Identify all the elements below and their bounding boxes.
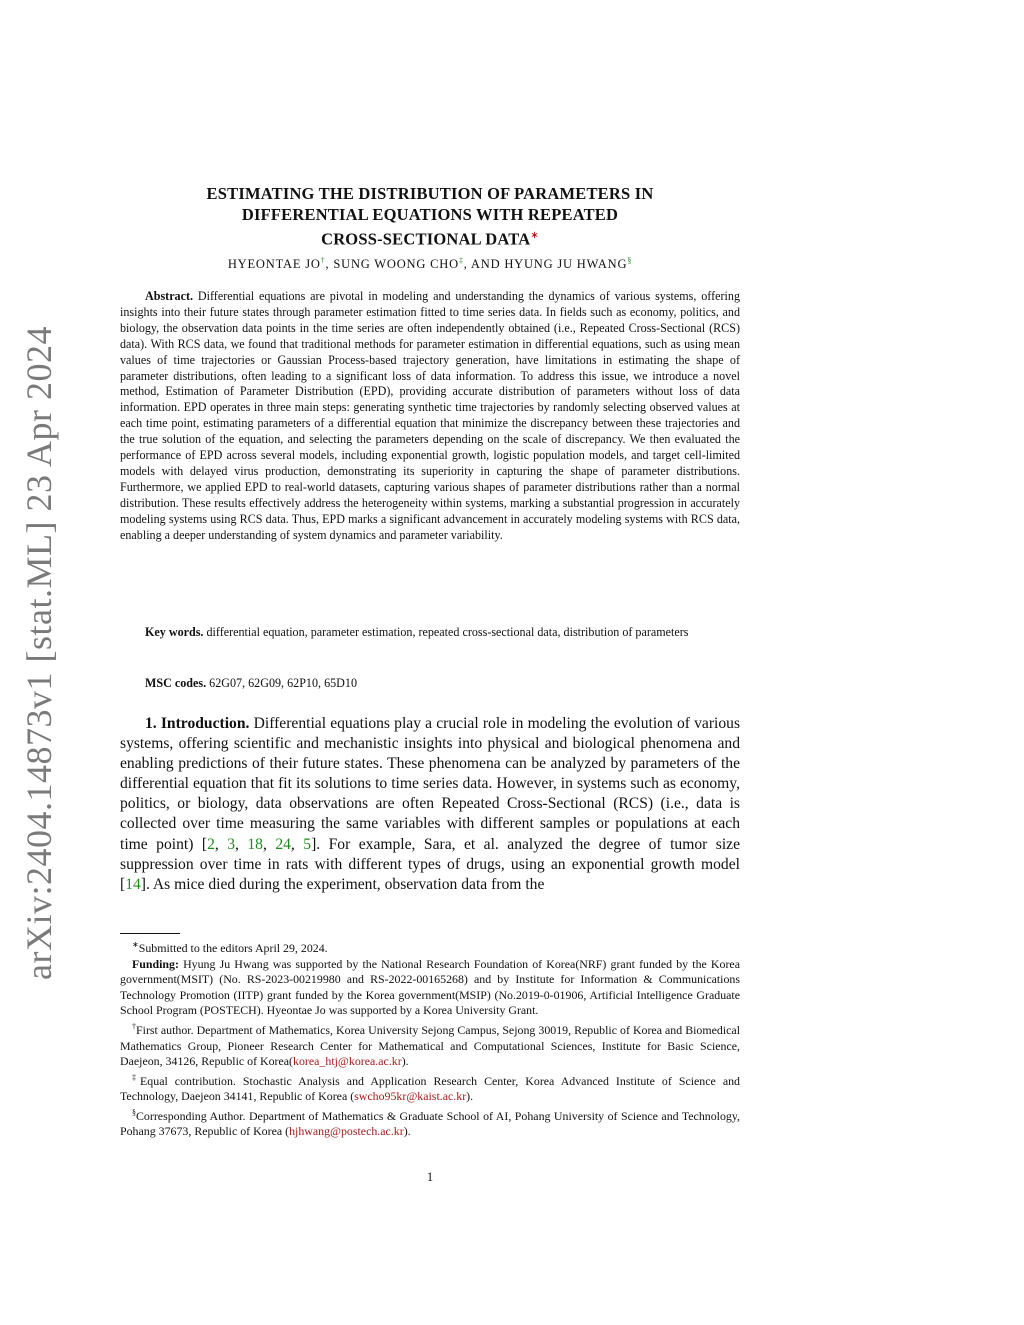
footnote-equal-contribution <box>120 1070 740 1105</box>
title-line-1: ESTIMATING THE DISTRIBUTION OF PARAMETERS IN <box>206 184 654 203</box>
keywords-label: Key words. <box>145 625 204 639</box>
email-link[interactable]: korea_htj@korea.ac.kr <box>293 1054 402 1069</box>
footnote-text: First author. Department of Mathematics, Korea University Sejong Campus, Sejong 30019, Republic of Korea and Biomedical Mathematics Group, Pioneer Research Center for Mathematical and Computational Sciences, Institute for Basic Science, Daejeon, 34126, Republic of Korea( <box>120 1022 741 1069</box>
footnote-mark: † <box>132 1021 137 1031</box>
author-3: HYUNG JU HWANG <box>504 257 628 272</box>
title-line-2: DIFFERENTIAL EQUATIONS WITH REPEATED <box>241 205 619 224</box>
footnote-text: ). <box>401 1054 409 1069</box>
page-number: 1 <box>426 1170 434 1184</box>
footnote-text: Submitted to the editors April 29, 2024. <box>138 940 328 955</box>
author-separator: , <box>463 257 471 272</box>
footnote-text: Hyung Ju Hwang was supported by the National Research Foundation of Korea(NRF) grant funded by the Korea government(MSIT) (No. RS-2023-00219980 and RS-2022-00165268) and by Institute for Information & Communications Technology Promotion (IITP) grant funded by the Korea government(MSIP) (No.2019-0-01906, Artificial Intelligence Graduate School Program (POSTECH). Hyeontae Jo was supported by a Korea University Grant. <box>120 956 740 1018</box>
footnote-first-author <box>120 1019 740 1070</box>
citation-link[interactable]: 3 <box>227 835 236 853</box>
intro-text-2: ]. For example, Sara, et al. analyzed the degree of tumor size suppression over time in rats with different types of drugs, using an exponential growth model [ <box>120 835 741 893</box>
footnotes <box>120 937 740 1140</box>
keywords-text: differential equation, parameter estimation, repeated cross-sectional data, distribution of parameters <box>206 625 689 639</box>
funding-label: Funding: <box>132 956 179 971</box>
citation-link[interactable]: 5 <box>303 835 312 853</box>
footnote-corresponding <box>120 1105 740 1140</box>
author-separator: , <box>325 257 334 272</box>
author-list <box>120 256 740 272</box>
intro-text-3: ]. As mice died during the experiment, observation data from the <box>140 875 545 893</box>
author-2: SUNG WOONG CHO <box>333 257 459 272</box>
title-line-3 <box>120 225 740 250</box>
footnote-rule <box>120 933 180 934</box>
footnote-mark: ‡ <box>132 1072 141 1082</box>
email-link[interactable]: swcho95kr@kaist.ac.kr <box>354 1089 467 1104</box>
author-and: AND <box>470 257 505 272</box>
footnote-mark: ∗ <box>132 940 139 949</box>
citation-link[interactable]: 14 <box>125 875 141 893</box>
arxiv-sidebar <box>14 325 64 980</box>
introduction-section: 1. Introduction. Differential equations play a crucial role in modeling the evolution of various systems, offering scientific and mechanistic insights into physical and biological phenomena and enabling predictions of their future states. These phenomena can be analyzed by parameters of the differential equation that fit its solutions to time series data. However, in systems such as economy, politics, or biology, data observations are often Repeated Cross-Sectional (RCS) (i.e., data is collected over time measuring the same variables with different samples or populations at each time point) [2, 3, 18, 24, 5]. For example, Sara, et al. analyzed the degree of tumor size suppression over time in rats with different types of drugs, using an exponential growth model [14]. As mice died during the experiment, observation data from the <box>120 715 741 893</box>
msc-label: MSC codes. <box>145 676 207 690</box>
title-line-3-text: CROSS-SECTIONAL DATA <box>321 229 531 249</box>
author-3-mark[interactable]: § <box>627 256 633 265</box>
footnote-submitted <box>120 937 740 957</box>
author-1-mark[interactable]: † <box>320 256 326 265</box>
abstract <box>120 289 740 544</box>
arxiv-identifier: arXiv:2404.14873v1 [stat.ML] 23 Apr 2024 <box>19 325 59 980</box>
author-1: HYEONTAE JO <box>227 257 321 272</box>
footnote-mark: § <box>132 1107 136 1117</box>
footnote-text: Equal contribution. Stochastic Analysis and Application Research Center, Korea Advanced Institute of Science and Technology, Daejeon 34141, Republic of Korea ( <box>120 1073 740 1104</box>
msc-text: 62G07, 62G09, 62P10, 65D10 <box>209 676 357 690</box>
abstract-text: Differential equations are pivotal in modeling and understanding the dynamics of various systems, offering insights into their future states through parameter estimation fitted to time series data. In fields such as economy, politics, and biology, the observation data points in the time series are often independently obtained (i.e., Repeated Cross-Sectional (RCS) data). With RCS data, we found that traditional methods for parameter estimation in differential equations, such as using mean values of time trajectories or Gaussian Process-based trajectory generation, have limitations in estimating the shape of parameter distributions, often leading to a significant loss of data information. To address this issue, we introduce a novel method, Estimation of Parameter Distribution (EPD), providing accurate distribution of parameters without loss of data information. EPD operates in three main steps: generating synthetic time trajectories by randomly selecting observed values at each time point, estimating parameters of a differential equation that minimize the discrepancy between these trajectories and the true solution of the equation, and selecting the parameters depending on the scale of discrepancy. We then evaluated the performance of EPD across several models, including exponential growth, logistic population models, and target cell-limited models with delayed virus production, demonstrating its superiority in capturing the shape of parameter distributions. Furthermore, we applied EPD to real-world datasets, capturing various shapes of parameter distributions rather than a normal distribution. These results effectively address the heterogeneity within systems, marking a substantial progression in accurately modeling systems using RCS data. Thus, EPD marks a significant advancement in accurately modeling systems with RCS data, enabling a deeper understanding of system dynamics and parameter variability. <box>120 289 740 542</box>
footnote-text: Corresponding Author. Department of Mathematics & Graduate School of AI, Pohang University of Science and Technology, Pohang 37673, Republic of Korea ( <box>120 1108 740 1139</box>
footnote-text: ). <box>466 1089 474 1104</box>
msc-codes <box>120 676 740 692</box>
footnote-text: ). <box>403 1124 411 1139</box>
citation-link[interactable]: 24 <box>275 835 291 853</box>
footnote-funding <box>120 957 740 1019</box>
section-heading: 1. Introduction. <box>145 715 250 732</box>
citation-link[interactable]: 2 <box>207 835 215 853</box>
title-footnote-mark[interactable]: ∗ <box>530 230 539 241</box>
citation-link[interactable]: 18 <box>247 835 263 853</box>
paper-title <box>120 183 740 250</box>
email-link[interactable]: hjhwang@postech.ac.kr <box>289 1124 404 1139</box>
keywords <box>120 625 740 641</box>
abstract-label: Abstract. <box>145 289 194 303</box>
intro-text-1: Differential equations play a crucial role in modeling the evolution of various systems, offering scientific and mechanistic insights into physical and biological phenomena and enabling predictions of their future states. These phenomena can be analyzed by parameters of the differential equation that fit its solutions to time series data. However, in systems such as economy, politics, or biology, data observations are often Repeated Cross-Sectional (RCS) (i.e., data is collected over time measuring the same variables with different samples or populations at each time point) [ <box>120 715 741 853</box>
author-2-mark[interactable]: ‡ <box>458 256 464 265</box>
